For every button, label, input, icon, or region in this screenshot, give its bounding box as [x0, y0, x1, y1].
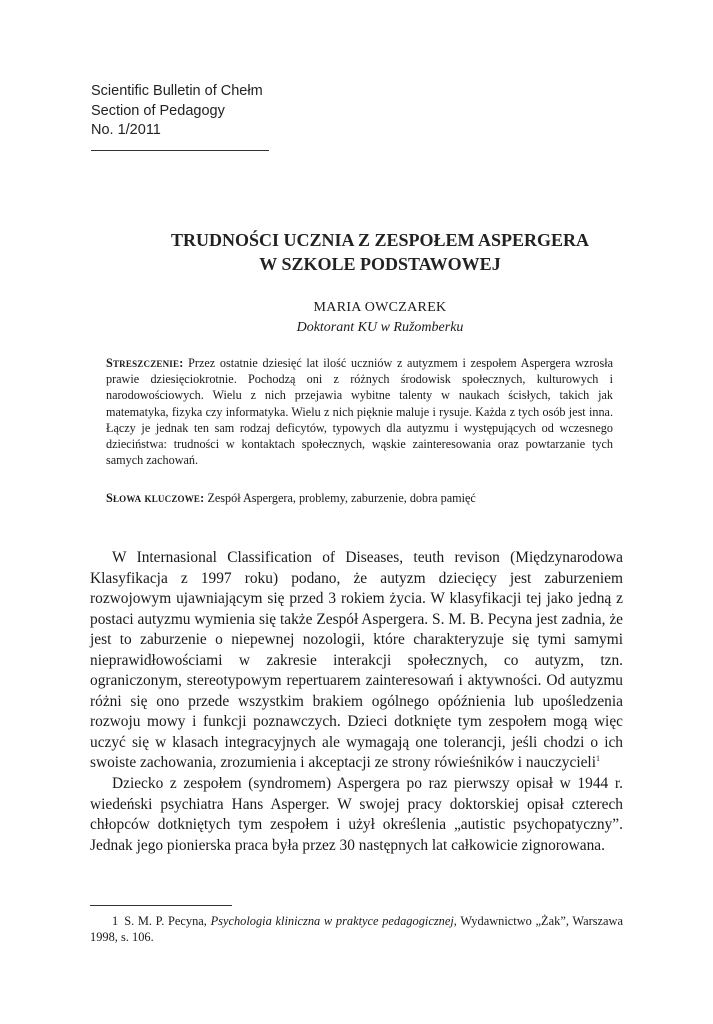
- abstract-label: Streszczenie:: [106, 356, 184, 370]
- footnote-text-before: S. M. P. Pecyna,: [124, 914, 211, 928]
- journal-header: [91, 82, 263, 141]
- body-paragraph-1-text: W Internasional Classification of Diseases, teuth revison (Międzynarodowa Klasyfikacja z 1997 roku) podano, że autyzm dziecięcy jest zaburzeniem rozwojowym ujawniającym się przed 3 rokiem życia. W klasyfikacji tej jako jedną z postaci autyzmu wymienia się także Zespół Aspergera. S. M. B. Pecyna jest zadnia, że jest to zaburzenie o niepewnej nozologii, które charakteryzuje się tymi samymi nieprawidłowościami w zakresie interakcji społecznych, co autyzm, tzn. ograniczonym, stereotypowym repertuarem zainteresowań i aktywności. Od autyzmu różni się ono przede wszystkim brakiem ogólnego opóźnienia lub upośledzenia rozwoju mowy i funkcji poznawczych. Dzieci dotknięte tym zespołem mogą więc uczyć się w klasach integracyjnych ale wymagają one tolerancji, jeśli chodzi o ich swoiste zachowania, zrozumienia i akceptacji ze strony rówieśników i nauczycieli: [90, 549, 623, 772]
- article-title-line-1: TRUDNOŚCI UCZNIA Z ZESPOŁEM ASPERGERA: [170, 230, 590, 250]
- journal-issue: No. 1/2011: [91, 122, 161, 138]
- body-paragraph-2: Dziecko z zespołem (syndromem) Aspergera po raz pierwszy opisał w 1944 r. wiedeński psychiatra Hans Asperger. W swojej pracy doktorskiej opisał czterech chłopców dotkniętych tym zespołem i użył określenia „autistic psychopatyczny”. Jednak jego pionierska praca była przez 30 następnych lat całkowicie zignorowana.: [90, 775, 623, 854]
- footnote-divider: [90, 905, 232, 906]
- article-title-line-2: W SZKOLE PODSTAWOWEJ: [259, 254, 501, 274]
- footnote-book-title: Psychologia kliniczna w praktyce pedagogicznej: [210, 914, 454, 928]
- journal-name: Scientific Bulletin of Chełm: [91, 83, 263, 99]
- footnote-number: 1: [112, 914, 119, 928]
- author-affiliation: Doktorant KU w Ružomberku: [296, 320, 464, 335]
- keywords: [106, 490, 613, 506]
- article-title: [80, 228, 680, 276]
- body-paragraph-1: [90, 548, 623, 774]
- abstract: [106, 355, 613, 468]
- journal-section: Section of Pedagogy: [91, 102, 225, 119]
- author-name: MARIA OWCZAREK: [313, 300, 447, 315]
- keywords-text: Zespół Aspergera, problemy, zaburzenie, dobra pamięć: [207, 491, 476, 505]
- footnote-reference: 1: [595, 754, 600, 764]
- footnote-text-after: , Wydawnictwo „Żak”, Warszawa 1998, s. 106.: [90, 914, 623, 945]
- footnote: [90, 913, 623, 946]
- keywords-label: Słowa kluczowe:: [106, 491, 205, 505]
- header-divider: [91, 150, 269, 151]
- article-body: [90, 548, 623, 856]
- abstract-text: Przez ostatnie dziesięć lat ilość uczniów z autyzmem i zespołem Aspergera wzrosła prawie dziesięciokrotnie. Pochodzą oni z różnych środowisk społecznych, kulturowych i narodowościowych. Wielu z nich przejawia wybitne talenty w naukach ścisłych, takich jak matematyka, fizyka czy informatyka. Wielu z nich pięknie maluje i rysuje. Każda z tych osób jest inna. Łączy je jednak ten sam rodzaj deficytów, typowych dla autyzmu i występujących od wczesnego dzieciństwa: trudności w kontaktach społecznych, wąskie zainteresowania oraz powtarzanie tych samych zachowań.: [106, 356, 614, 468]
